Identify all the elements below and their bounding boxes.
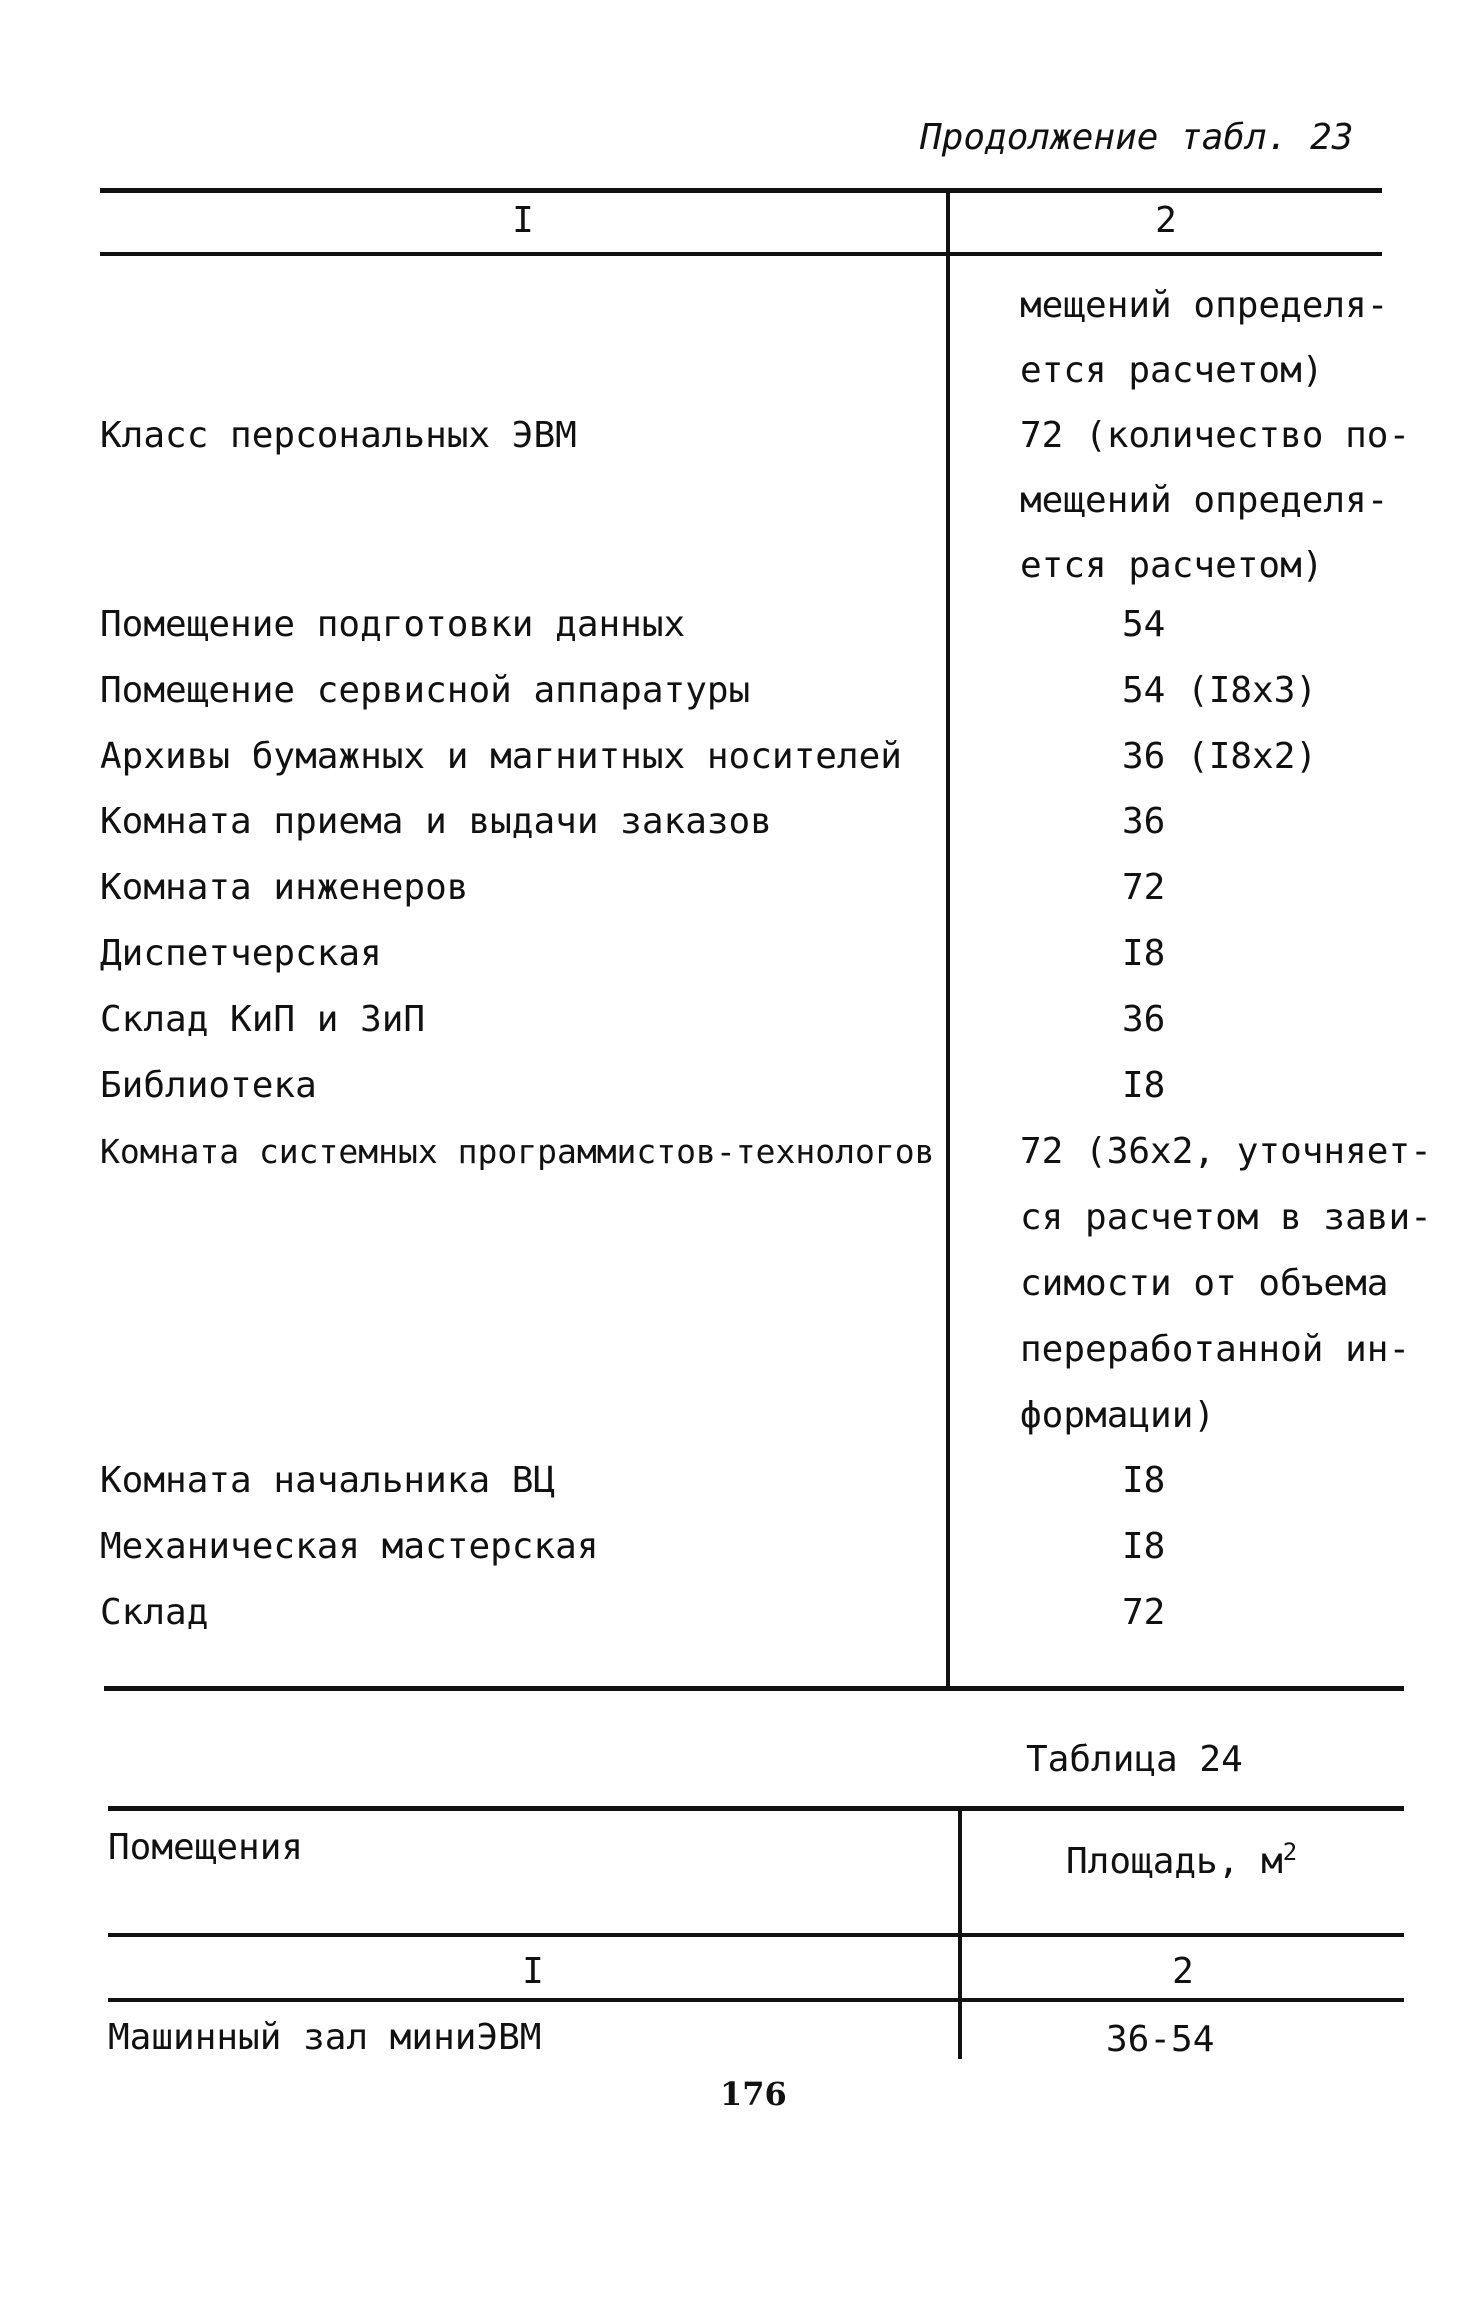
table-24-header-col2-text: Площадь, м <box>1066 1841 1283 1882</box>
table-23-caption: Продолжение табл. 23 <box>920 117 1354 158</box>
table-24-header-col2 <box>1066 1830 1297 1884</box>
table-row-value: ся расчетом в зави- <box>1020 1197 1432 1238</box>
table-row-name: Помещение сервисной аппаратуры <box>100 670 751 711</box>
table-row-name: Комната системных программистов-технологов <box>100 1132 935 1171</box>
table-row-value: 72 <box>1122 867 1166 908</box>
table-row-name: Механическая мастерская <box>100 1526 599 1567</box>
table-row-value: 36 (I8x2) <box>1122 736 1318 777</box>
table-24-number-col2: 2 <box>1172 1951 1194 1992</box>
table-24-header-rule <box>108 1933 1404 1937</box>
table-row-value: I8 <box>1122 1065 1166 1106</box>
table-row-value: 72 <box>1122 1592 1166 1633</box>
table-row-value: 54 <box>1122 604 1166 645</box>
table-row-name: Класс персональных ЭВМ <box>100 415 577 456</box>
table-row-name: Комната инженеров <box>100 867 469 908</box>
table-row-value: I8 <box>1122 1526 1166 1567</box>
page-number: 176 <box>720 2075 787 2113</box>
table-23-header-rule <box>100 252 1382 256</box>
table-row-name: Комната начальника ВЦ <box>100 1460 556 1501</box>
table-24-top-rule <box>108 1806 1404 1811</box>
table-row-value: 72 (количество по- <box>1020 415 1411 456</box>
table-row-value: 54 (I8x3) <box>1122 670 1318 711</box>
table-row-value: мещений определя- <box>1020 480 1389 521</box>
table-row-name: Архивы бумажных и магнитных носителей <box>100 736 902 777</box>
table-row-name: Машинный зал миниЭВМ <box>108 2017 542 2058</box>
table-row-value: формации) <box>1020 1395 1216 1436</box>
table-row-name: Склад КиП и ЗиП <box>100 999 426 1040</box>
table-row-value: 36 <box>1122 801 1166 842</box>
table-row-name: Диспетчерская <box>100 933 382 974</box>
table-row-value: ется расчетом) <box>1020 545 1324 586</box>
table-24-number-col1: I <box>522 1951 544 1992</box>
table-row-value: ется расчетом) <box>1020 350 1324 391</box>
table-23-header-col2: 2 <box>1155 200 1177 241</box>
table-row-value: I8 <box>1122 1460 1166 1501</box>
table-row-value: 36-54 <box>1106 2019 1215 2060</box>
table-23-bottom-rule <box>104 1686 1404 1691</box>
table-24-header-col1: Помещения <box>108 1827 304 1868</box>
table-24-header-superscript: 2 <box>1282 1838 1298 1866</box>
table-row-value: I8 <box>1122 933 1166 974</box>
table-23-top-rule <box>100 188 1382 193</box>
table-row-value: 72 (36x2, уточняет- <box>1020 1131 1432 1172</box>
table-row-name: Библиотека <box>100 1065 317 1106</box>
table-row-name: Склад <box>100 1592 209 1633</box>
table-24-caption: Таблица 24 <box>1026 1739 1243 1780</box>
table-row-value: переработанной ин- <box>1020 1329 1411 1370</box>
table-row-value: 36 <box>1122 999 1166 1040</box>
table-row-value: симости от объема <box>1020 1263 1389 1304</box>
table-24-number-rule <box>108 1998 1404 2002</box>
table-row-name: Помещение подготовки данных <box>100 604 686 645</box>
table-23-column-divider <box>946 188 950 1686</box>
table-23-header-col1: I <box>512 200 534 241</box>
table-row-name: Комната приема и выдачи заказов <box>100 801 772 842</box>
table-row-value: мещений определя- <box>1020 285 1389 326</box>
